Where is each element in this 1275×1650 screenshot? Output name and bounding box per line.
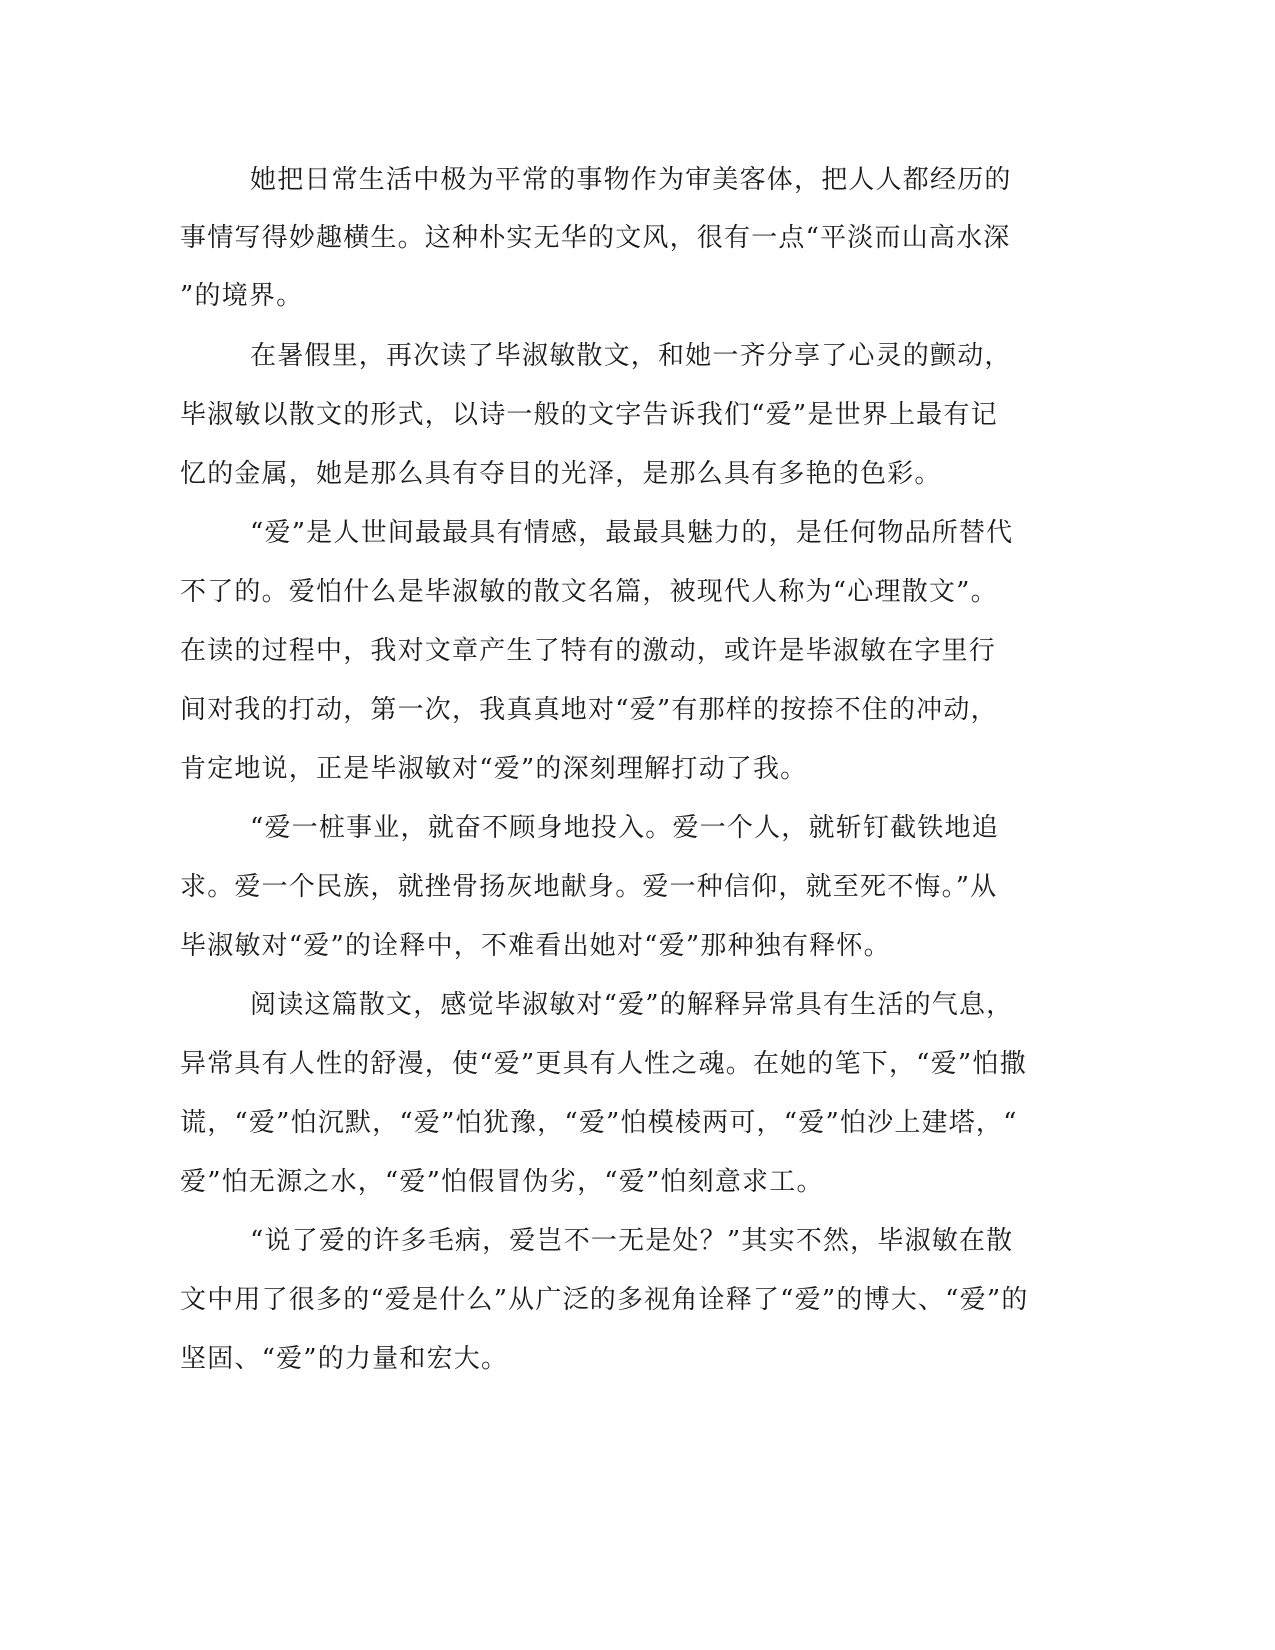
- text-line: 坚固、“爱”的力量和宏大。: [180, 1344, 509, 1374]
- text-line: 毕淑敏对“爱”的诠释中，不难看出她对“爱”那种独有释怀。: [180, 931, 891, 961]
- text-line: 谎，“爱”怕沉默，“爱”怕犹豫，“爱”怕模棱两可，“爱”怕沙上建塔，“: [180, 1108, 1018, 1138]
- text-line: 不了的。爱怕什么是毕淑敏的散文名篇，被现代人称为“心理散文”。: [180, 577, 998, 607]
- text-line: 在读的过程中，我对文章产生了特有的激动，或许是毕淑敏在字里行: [180, 636, 997, 666]
- text-line: 肯定地说，正是毕淑敏对“爱”的深刻理解打动了我。: [180, 754, 808, 784]
- text-line: “爱”是人世间最最具有情感，最最具魅力的，是任何物品所替代: [250, 518, 1014, 548]
- text-line: 事情写得妙趣横生。这种朴实无华的文风，很有一点“平淡而山高水深: [180, 223, 1011, 253]
- text-line: 在暑假里，再次读了毕淑敏散文，和她一齐分享了心灵的颤动，: [250, 341, 1012, 371]
- text-line: 间对我的打动，第一次，我真真地对“爱”有那样的按捺不住的冲动，: [180, 695, 998, 725]
- text-line: 文中用了很多的“爱是什么”从广泛的多视角诠释了“爱”的博大、“爱”的: [180, 1285, 1029, 1315]
- text-line: 爱”怕无源之水，“爱”怕假冒伪劣，“爱”怕刻意求工。: [180, 1167, 824, 1197]
- text-line: “爱一桩事业，就奋不顾身地投入。爱一个人，就斩钉截铁地追: [250, 813, 999, 843]
- text-line: 阅读这篇散文，感觉毕淑敏对“爱”的解释异常具有生活的气息，: [250, 990, 1014, 1020]
- text-line: 忆的金属，她是那么具有夺目的光泽，是那么具有多艳的色彩。: [180, 459, 942, 489]
- text-line: “说了爱的许多毛病，爱岂不一无是处？”其实不然，毕淑敏在散: [250, 1226, 1014, 1256]
- text-line: 异常具有人性的舒漫，使“爱”更具有人性之魂。在她的笔下，“爱”怕撒: [180, 1049, 1027, 1079]
- text-line: 她把日常生活中极为平常的事物作为审美客体，把人人都经历的: [250, 165, 1012, 195]
- text-line: ”的境界。: [180, 281, 304, 311]
- text-line: 求。爱一个民族，就挫骨扬灰地献身。爱一种信仰，就至死不悔。”从: [180, 872, 998, 902]
- text-line: 毕淑敏以散文的形式，以诗一般的文字告诉我们“爱”是世界上最有记: [180, 400, 998, 430]
